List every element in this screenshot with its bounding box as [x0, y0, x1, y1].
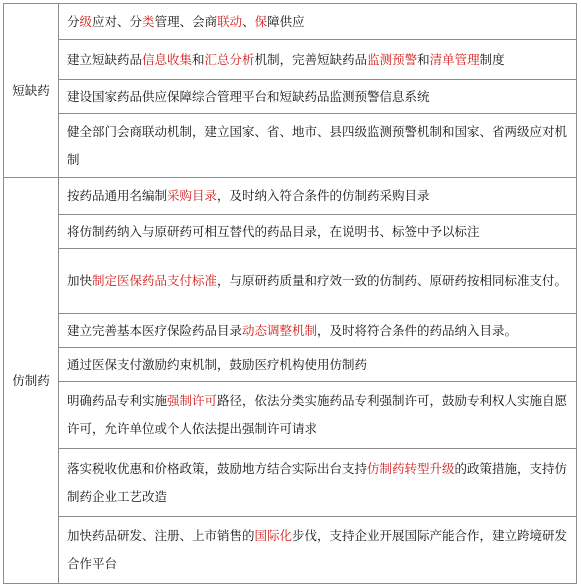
measure-cell [59, 215, 577, 249]
measure-cell [59, 40, 577, 80]
text-segment: 按药品通用名编制 [67, 188, 168, 203]
highlight-text: 类 [142, 13, 155, 29]
text-segment: 健全部门会商联动机制，建立国家、省、地市、县四级监测预警机制和国家、省两级应对机制 [67, 123, 568, 167]
table-row [4, 314, 577, 348]
highlight-text: 级 [79, 13, 93, 29]
text-segment: 建设国家药品供应保障综合管理平台和短缺药品监测预警信息系统 [67, 88, 430, 104]
text-segment: 建立短缺药品 [67, 51, 143, 67]
highlight-text: 采购目录 [167, 188, 218, 203]
measure-text [67, 52, 505, 67]
text-segment: ，及时将符合条件的药品纳入目录。 [317, 322, 518, 338]
text-segment: 和 [192, 51, 205, 67]
text-segment: 加快药品研发、注册、上市销售的 [67, 528, 255, 543]
text-segment: 制度 [479, 51, 505, 67]
text-segment: ，及时纳入符合条件的仿制药采购目录 [217, 188, 430, 203]
highlight-text: 联动 [217, 13, 243, 29]
policy-table [3, 3, 577, 584]
measure-cell [59, 382, 577, 449]
measure-text [67, 89, 430, 104]
table-row [4, 517, 577, 584]
highlight-text: 汇总分析 [204, 51, 255, 67]
measure-text [67, 461, 567, 504]
text-segment: 落实税收优惠和价格政策，鼓励地方结合实际出台支持 [67, 460, 368, 476]
table-row [4, 348, 577, 382]
measure-cell [59, 348, 577, 382]
table-row [4, 249, 577, 314]
text-segment: 路径，依法分类实施药品专利强制许可，鼓励专利权人实施自愿许可，允许单位或个人依法提出强制许可请求 [67, 393, 568, 436]
measure-text [67, 14, 305, 29]
table-row [4, 215, 577, 249]
highlight-text: 制定医保药品支付标准 [92, 273, 218, 288]
text-segment: 、 [242, 13, 255, 29]
text-segment: 步伐，支持企业开展国际产能合作，建立跨境研发合作平台 [67, 528, 568, 571]
highlight-text: 国际化 [254, 528, 293, 543]
text-segment: 应对、分 [92, 13, 143, 29]
table-row [4, 114, 577, 178]
table-row [4, 178, 577, 215]
category-cell: 仿制药 [4, 178, 59, 584]
measure-cell [59, 449, 577, 517]
measure-text [67, 273, 567, 288]
measure-text [67, 224, 480, 239]
measure-text [67, 357, 367, 372]
highlight-text: 信息收集 [142, 51, 193, 67]
category-cell: 短缺药 [4, 4, 59, 178]
text-segment: 障供应 [267, 13, 305, 29]
measure-cell [59, 114, 577, 178]
table-row [4, 40, 577, 80]
text-segment: 将仿制药纳入与原研药可相互替代的药品目录，在说明书、标签中予以标注 [67, 223, 480, 239]
highlight-text: 动态调整机制 [242, 322, 318, 338]
highlight-text: 清单管理 [429, 51, 480, 67]
measure-cell [59, 517, 577, 584]
text-segment: 明确药品专利实施 [67, 393, 168, 408]
measure-cell [59, 249, 577, 314]
highlight-text: 强制许可 [167, 393, 218, 408]
measure-cell [59, 80, 577, 114]
text-segment: 分 [67, 13, 80, 29]
text-segment: 机制，完善短缺药品 [254, 51, 368, 67]
highlight-text: 仿制药转型升级 [367, 460, 455, 476]
text-segment: 和 [417, 51, 430, 67]
text-segment: 加快 [67, 273, 93, 288]
highlight-text: 保 [254, 13, 268, 29]
text-segment: 管理、会商 [154, 13, 218, 29]
measure-text [67, 188, 430, 203]
measure-text [67, 393, 567, 436]
measure-cell [59, 4, 577, 40]
measure-text [67, 323, 517, 338]
text-segment: 建立完善基本医疗保险药品目录 [67, 322, 243, 338]
highlight-text: 监测预警 [367, 51, 418, 67]
table-row [4, 4, 577, 40]
text-segment: 的政策措施，支持仿制药企业工艺改造 [67, 460, 568, 504]
table-row [4, 449, 577, 517]
measure-cell [59, 178, 577, 215]
measure-text [67, 528, 567, 571]
table-row [4, 382, 577, 449]
measure-cell [59, 314, 577, 348]
table-row [4, 80, 577, 114]
measure-text [67, 124, 567, 167]
text-segment: 通过医保支付激励约束机制，鼓励医疗机构使用仿制药 [67, 356, 368, 372]
text-segment: ，与原研药质量和疗效一致的仿制药、原研药按相同标准支付。 [217, 273, 568, 288]
